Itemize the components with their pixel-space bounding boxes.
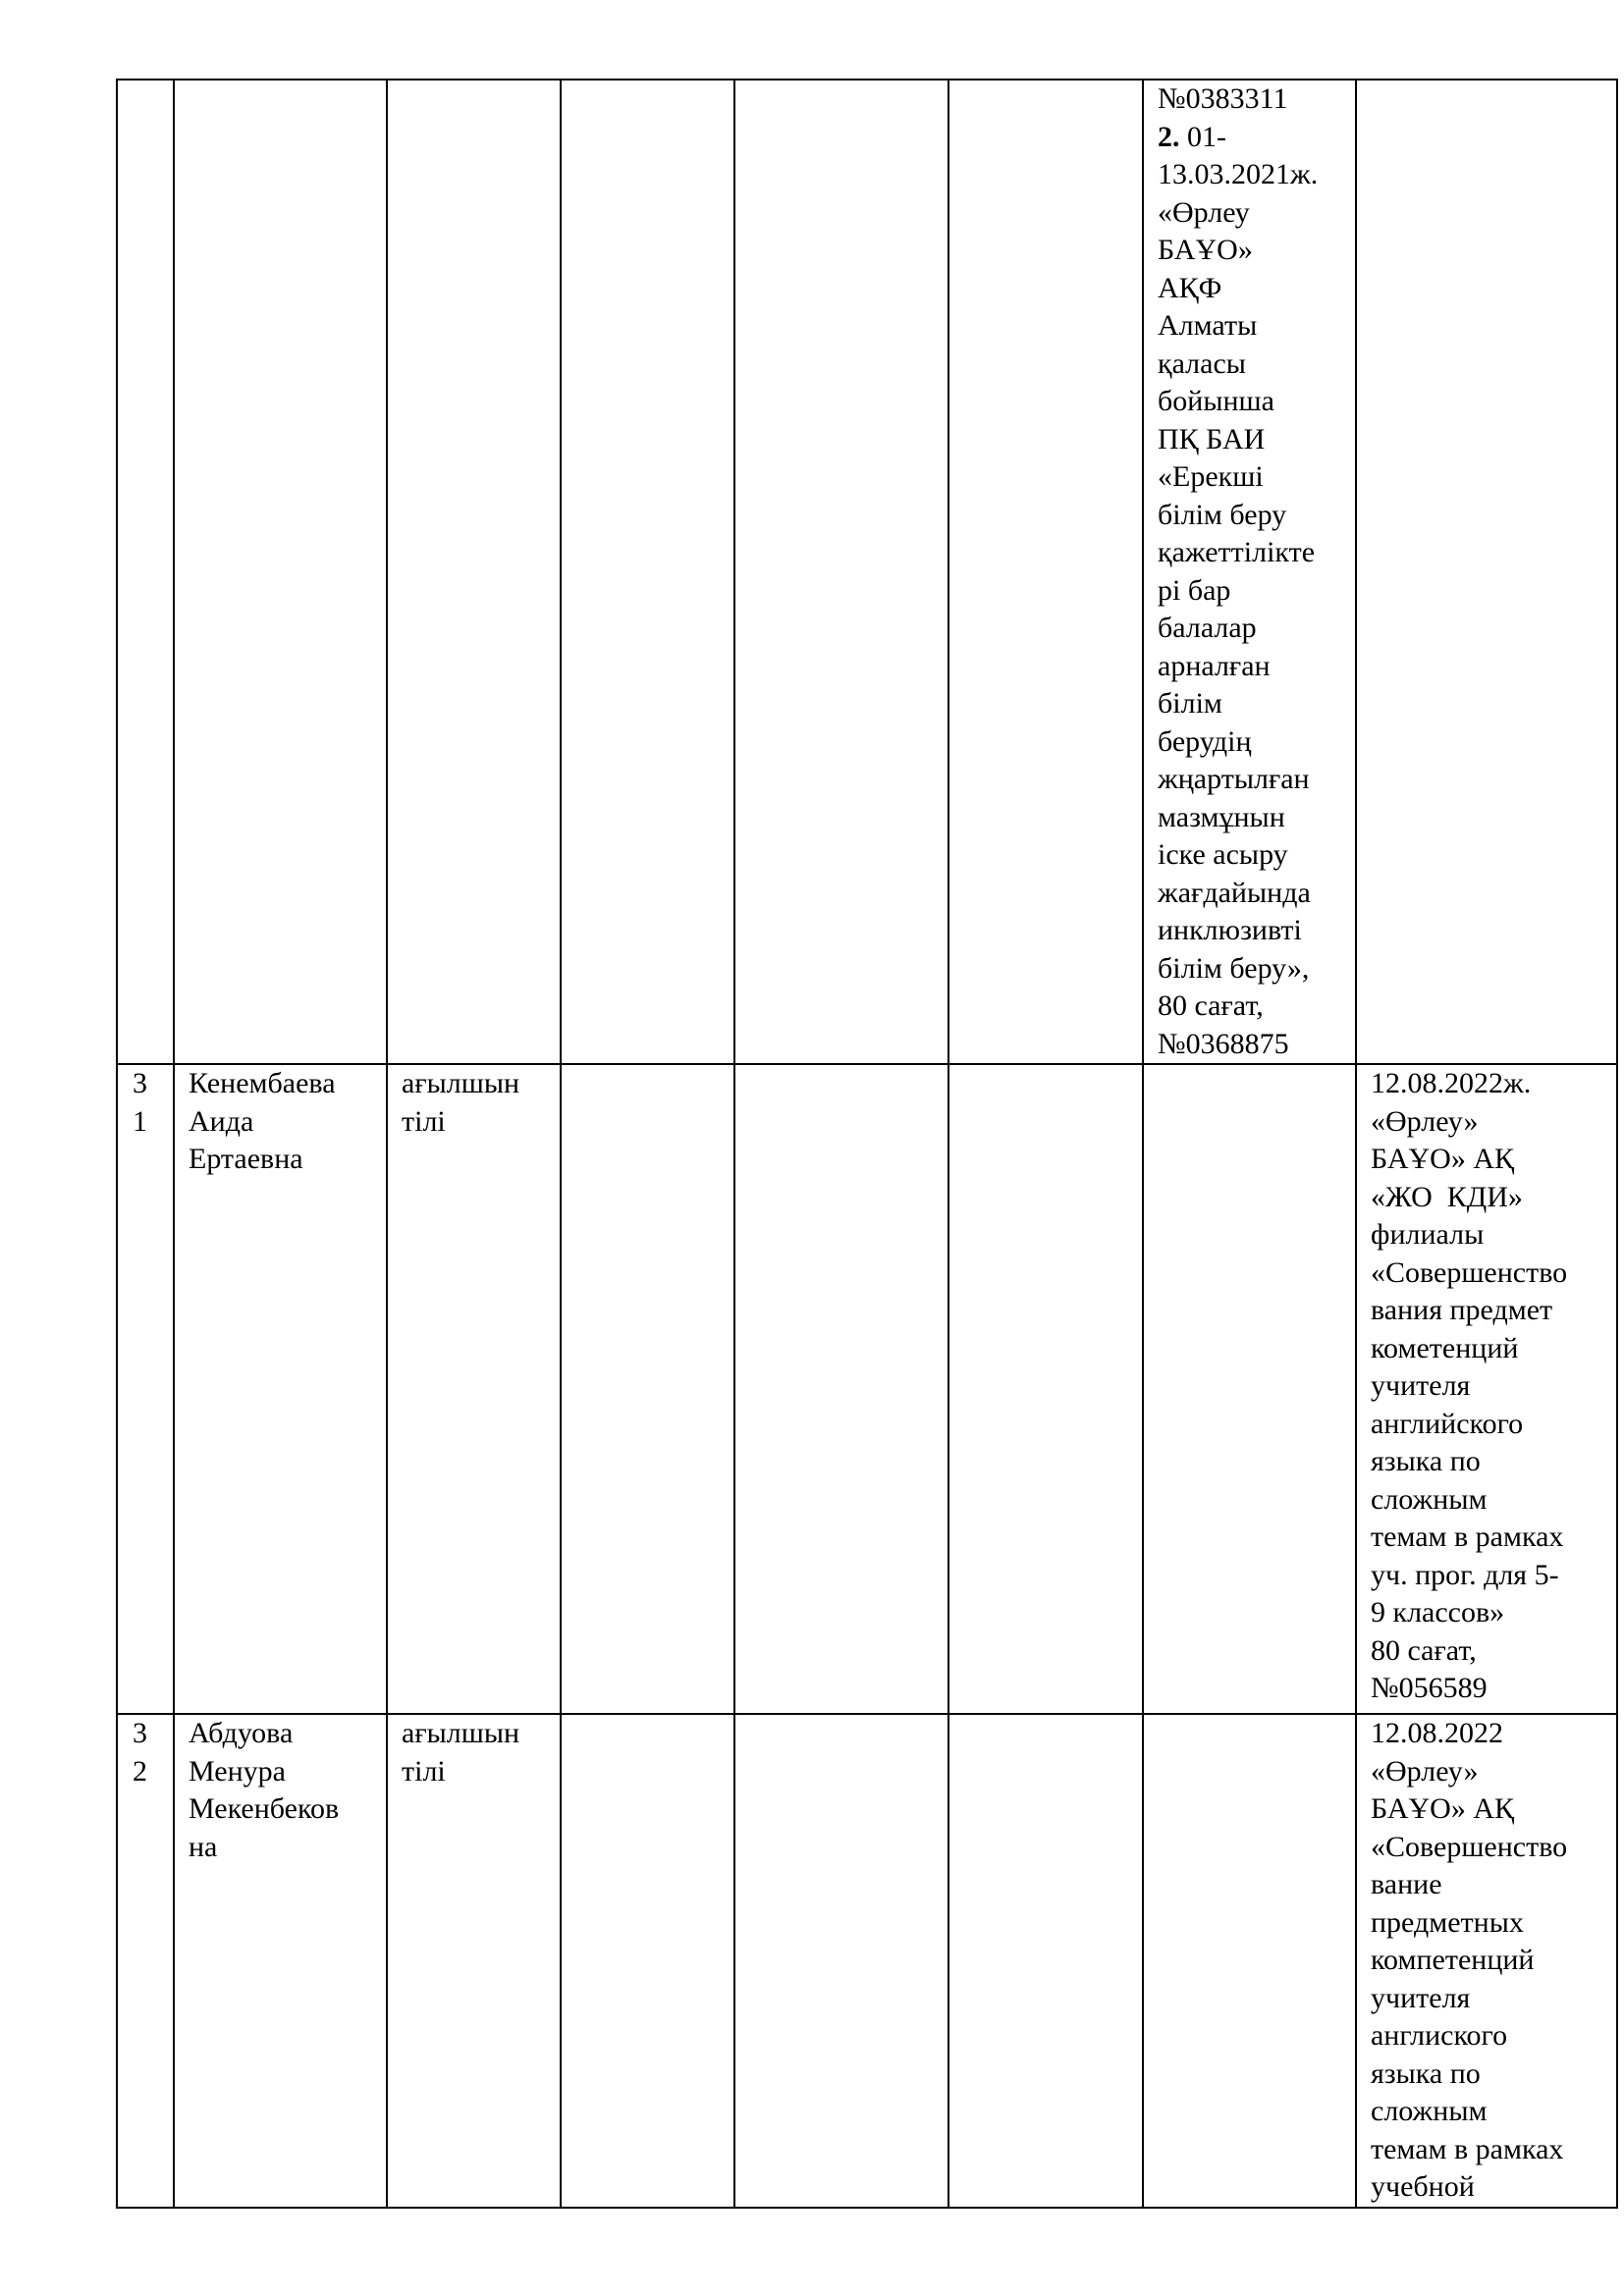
course-line: қаласы [1158, 347, 1246, 380]
teacher-name-cell [174, 1714, 387, 2208]
subject-line: тілі [402, 1754, 446, 1788]
teacher-name-line: Менура [189, 1754, 286, 1788]
course-line: арналған [1158, 649, 1271, 682]
course-line: языка по [1371, 2056, 1481, 2090]
row-number-cell [117, 80, 174, 1064]
course-line: 12.08.2022 [1371, 1717, 1503, 1749]
teacher-name-line: Абдуова [189, 1717, 294, 1749]
row-number-line: 1 [133, 1104, 147, 1138]
row-number-cell [117, 1714, 174, 2208]
course-line: 9 классов» [1371, 1596, 1505, 1629]
course-line: «Өрлеу» [1371, 1754, 1479, 1788]
course-line: жңартылған [1158, 763, 1310, 795]
table-row [117, 1064, 1617, 1714]
course-line: Алматы [1158, 309, 1258, 342]
course-line: темам в рамках [1371, 2132, 1564, 2165]
table-row [117, 80, 1617, 1064]
course-line: «Совершенство [1371, 1830, 1568, 1863]
course-info-cell [1143, 1714, 1356, 2208]
course-line: БАҰО» [1158, 234, 1253, 266]
course-line: №0368875 [1158, 1027, 1289, 1060]
course-line: кометенций [1371, 1331, 1519, 1364]
empty-cell [948, 80, 1143, 1064]
course-line: «Өрлеу» [1371, 1104, 1479, 1138]
course-line: сложным [1371, 1482, 1488, 1516]
teacher-name-line: на [189, 1830, 218, 1863]
course-line: мазмұнын [1158, 800, 1285, 833]
course-line: «Өрлеу [1158, 195, 1250, 229]
teacher-name-line: Аида [189, 1104, 254, 1138]
course-line: ПҚ БАИ [1158, 422, 1266, 455]
teacher-name-line: Ертаевна [189, 1143, 303, 1175]
course-line: жағдайында [1158, 876, 1311, 909]
course-line: қажеттілікте [1158, 536, 1316, 568]
course-line: №056589 [1371, 1672, 1488, 1704]
course-line: английского [1371, 1407, 1524, 1440]
course-line: учителя [1371, 1981, 1471, 2014]
course-line: «ЖО КДИ» [1371, 1180, 1523, 1213]
course-line: 80 сағат, [1158, 989, 1264, 1022]
course-line: инклюзивті [1158, 914, 1302, 946]
course-line: білім [1158, 687, 1222, 720]
row-number-line: 2 [133, 1754, 147, 1788]
subject-line: ағылшын [402, 1067, 520, 1099]
empty-cell [734, 1714, 948, 2208]
course-line: вания предмет [1371, 1294, 1553, 1326]
course-line: англиского [1371, 2019, 1508, 2052]
subject-line: ағылшын [402, 1717, 520, 1749]
row-number-line: 3 [133, 1067, 147, 1099]
course-line: «Ерекші [1158, 460, 1264, 493]
table-row [117, 1714, 1617, 2208]
course-line: учебной [1371, 2170, 1475, 2203]
course-line: іске асыру [1158, 838, 1288, 871]
qualification-table [116, 79, 1618, 2209]
course-info-cell [1356, 80, 1617, 1064]
empty-cell [561, 80, 734, 1064]
course-line: №0383311 [1158, 82, 1288, 115]
course-line: балалар [1158, 612, 1257, 644]
course-line: вание [1371, 1868, 1442, 1900]
course-line: АҚФ [1158, 271, 1222, 304]
subject-cell [387, 1714, 561, 2208]
course-info-cell [1143, 1064, 1356, 1714]
course-line: білім беру [1158, 498, 1287, 531]
course-line: 2. 01- [1158, 120, 1226, 153]
course-line: филиалы [1371, 1218, 1485, 1251]
empty-cell [561, 1064, 734, 1714]
course-line: компетенций [1371, 1944, 1535, 1976]
course-line: БАҰО» АҚ [1371, 1792, 1515, 1825]
course-line: учителя [1371, 1369, 1471, 1402]
teacher-name-cell [174, 80, 387, 1064]
course-line: білім беру», [1158, 951, 1310, 985]
course-info-cell [1143, 80, 1356, 1064]
empty-cell [948, 1714, 1143, 2208]
row-number-cell [117, 1064, 174, 1714]
course-line: сложным [1371, 2095, 1488, 2127]
teacher-name-line: Кенембаева [189, 1067, 336, 1099]
course-line: языка по [1371, 1445, 1481, 1477]
course-line: 80 сағат, [1371, 1633, 1477, 1667]
course-line: темам в рамках [1371, 1521, 1564, 1553]
empty-cell [948, 1064, 1143, 1714]
course-line: 13.03.2021ж. [1158, 158, 1319, 190]
course-line: бойынша [1158, 385, 1274, 417]
course-line: 12.08.2022ж. [1371, 1067, 1532, 1099]
course-line: уч. прог. для 5- [1371, 1558, 1559, 1591]
empty-cell [734, 1064, 948, 1714]
course-line: предметных [1371, 1905, 1524, 1939]
row-number-line: 3 [133, 1717, 147, 1749]
course-line: берудің [1158, 724, 1252, 758]
subject-cell [387, 1064, 561, 1714]
course-line: «Совершенство [1371, 1255, 1568, 1289]
course-info-cell [1356, 1064, 1617, 1714]
empty-cell [561, 1714, 734, 2208]
course-line: рі бар [1158, 573, 1231, 607]
teacher-name-line: Мекенбеков [189, 1792, 340, 1825]
subject-line: тілі [402, 1104, 446, 1138]
course-line: БАҰО» АҚ [1371, 1143, 1515, 1175]
course-info-cell [1356, 1714, 1617, 2208]
teacher-name-cell [174, 1064, 387, 1714]
empty-cell [734, 80, 948, 1064]
subject-cell [387, 80, 561, 1064]
